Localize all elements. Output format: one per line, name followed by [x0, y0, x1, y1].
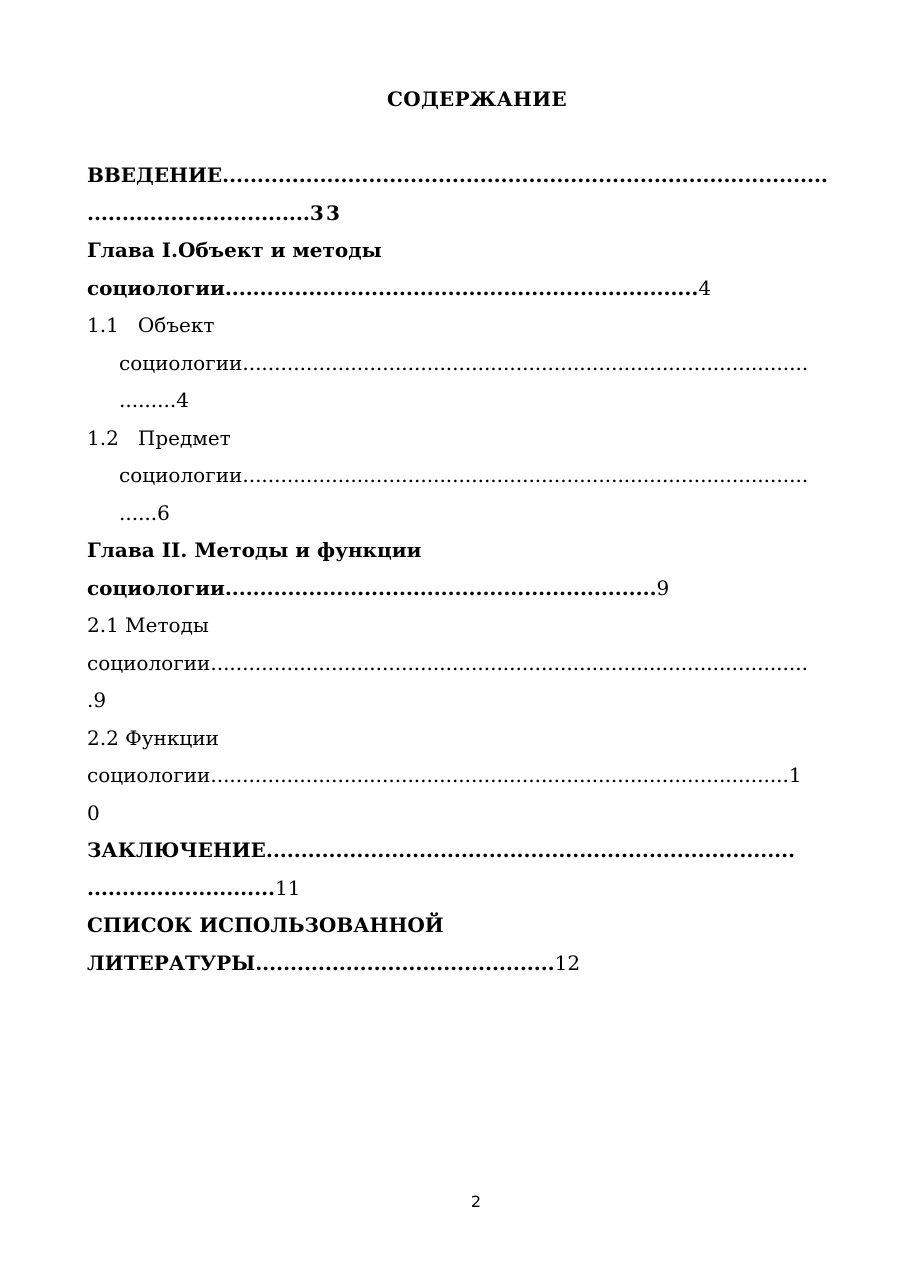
- toc-entry-conclusion-dots: ...........................: [87, 876, 275, 900]
- toc-title: СОДЕРЖАНИЕ: [387, 87, 567, 111]
- toc-entry-introduction-page: 3: [326, 201, 340, 225]
- toc-entry-conclusion-line2: [87, 875, 300, 901]
- toc-entry-chapter1-line1: Глава I.Объект и методы: [87, 238, 382, 262]
- toc-entry-2-2-line1: 2.2 Функции: [87, 726, 219, 750]
- toc-entry-1-2-line2: социологии.........................................................................................: [119, 463, 809, 487]
- toc-entry-chapter2-dots: социологии..............................................................: [87, 576, 657, 600]
- toc-entry-2-2-line2: социологии...........................................................................................1: [87, 763, 802, 787]
- toc-entry-1-1-line3: .........4: [119, 388, 189, 412]
- toc-entry-chapter1-page: 4: [698, 276, 712, 300]
- toc-entry-references-line2: [87, 950, 580, 976]
- toc-entry-conclusion-line1: ЗАКЛЮЧЕНИЕ............................................................................: [87, 838, 796, 862]
- toc-entry-references-page: 12: [554, 951, 581, 975]
- page-number: 2: [470, 1192, 482, 1211]
- toc-entry-1-1-line2: социологии.........................................................................................: [119, 351, 809, 375]
- toc-entry-2-1-line2: социологии..............................................................................................: [87, 651, 808, 675]
- toc-entry-2-2-line3: 0: [87, 801, 100, 825]
- toc-entry-references-line1: СПИСОК ИСПОЛЬЗОВАННОЙ: [87, 913, 444, 937]
- toc-entry-1-2-line1: 1.2 Предмет: [87, 426, 231, 450]
- toc-entry-references-dots: ЛИТЕРАТУРЫ...........................................: [87, 951, 555, 975]
- toc-entry-2-1-line3: .9: [87, 688, 107, 712]
- toc-entry-1-1-line1: 1.1 Объект: [87, 313, 215, 337]
- toc-entry-1-2-line3: ......6: [119, 501, 170, 525]
- toc-entry-chapter1-dots: социологии....................................................................: [87, 276, 699, 300]
- toc-entry-introduction-line1: ВВЕДЕНИЕ.......................................................................................: [87, 163, 828, 187]
- toc-entry-introduction-line2: ................................3: [87, 201, 324, 225]
- toc-entry-2-1-line1: 2.1 Методы: [87, 613, 209, 637]
- toc-entry-conclusion-page: 11: [275, 876, 301, 900]
- toc-entry-chapter2-line1: Глава II. Методы и функции: [87, 538, 422, 562]
- toc-entry-chapter2-line2: [87, 575, 669, 601]
- toc-entry-chapter1-line2: [87, 275, 711, 301]
- toc-entry-chapter2-page: 9: [656, 576, 670, 600]
